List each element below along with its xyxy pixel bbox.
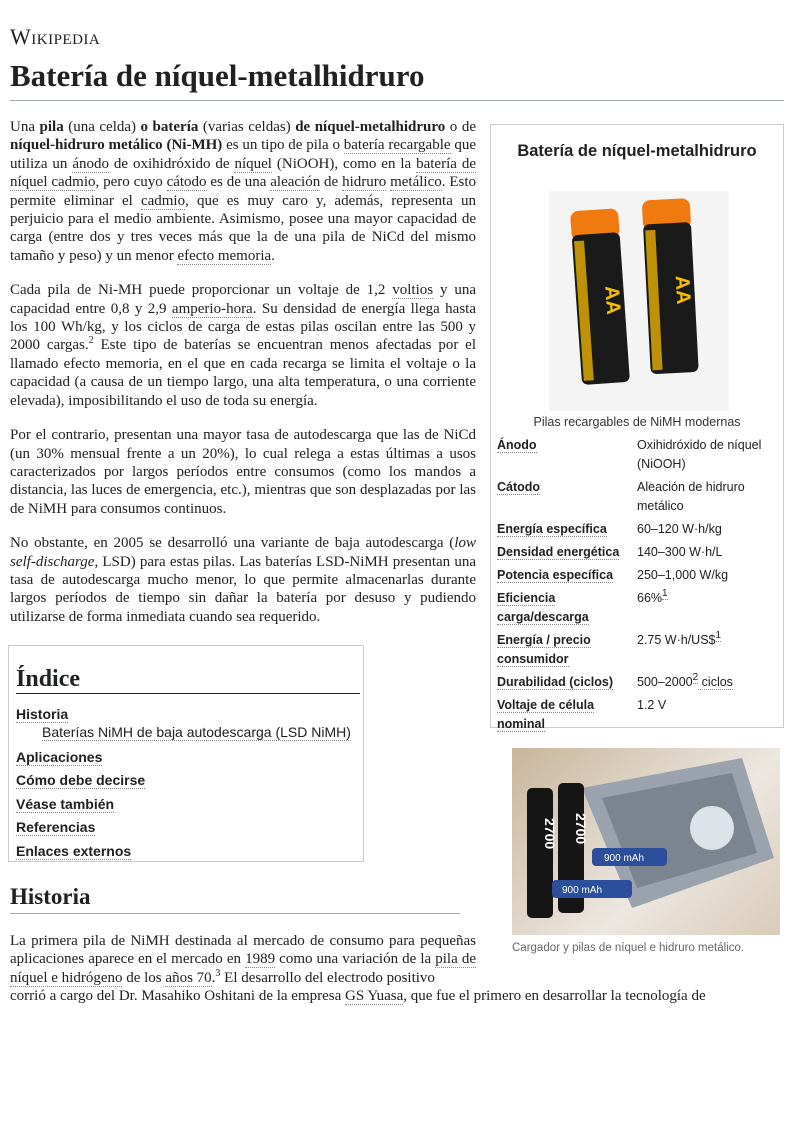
paragraph xyxy=(10,932,476,987)
text-run: , que fue el primero en desarrollar la tecnología de xyxy=(403,988,706,1004)
paragraph xyxy=(10,118,476,265)
text-run: pila xyxy=(39,119,64,135)
infobox-row xyxy=(497,477,779,519)
text-run: de oxihidróxido de xyxy=(109,155,235,172)
svg-text:AA: AA xyxy=(600,285,625,316)
infobox-row xyxy=(497,588,779,630)
text-run: . Esto permite eliminar el xyxy=(10,174,476,209)
infobox-key xyxy=(497,565,637,588)
infobox-value xyxy=(637,630,779,672)
citation-ref[interactable]: 3 xyxy=(215,967,221,979)
wiki-link[interactable]: hidruro xyxy=(342,174,387,191)
infobox-value-text: 2.75 W·h/US$ xyxy=(637,633,716,647)
text-run: o de xyxy=(445,119,476,135)
infobox-value xyxy=(637,435,779,477)
infobox-value-text: 500–2000 xyxy=(637,675,693,689)
infobox-key-link[interactable]: Densidad energética xyxy=(497,545,620,559)
infobox-value xyxy=(637,542,779,565)
section-heading-historia: Historia xyxy=(10,884,460,914)
paragraph xyxy=(10,987,784,1005)
infobox-value xyxy=(637,672,779,695)
battery-image[interactable] xyxy=(549,191,729,411)
table-of-contents xyxy=(8,645,364,862)
infobox-key-link[interactable]: Cátodo xyxy=(497,480,541,494)
infobox xyxy=(490,124,784,731)
text-run: Este tipo de baterías se encuentran menos afectadas por el llamado efecto memoria, en el que en cada recarga se limita el voltaje o la capacidad (a causa de un tiempo largo, una alta temperatura, o una corriente elevada), imposibilitando el uso de toda su energía. xyxy=(10,337,476,409)
infobox-key-link[interactable]: Eficiencia carga/descarga xyxy=(497,591,589,624)
wiki-link[interactable]: GS Yuasa xyxy=(345,988,404,1004)
infobox-value xyxy=(637,695,779,737)
text-run: de los xyxy=(122,969,166,986)
toc-item-referencias[interactable]: Referencias xyxy=(16,819,96,835)
text-run: La primera pila de NiMH destinada al mercado de consumo para pequeñas aplicaciones aparece en el mercado en xyxy=(10,933,476,968)
text-run: es un tipo de pila o xyxy=(222,137,344,154)
wiki-link[interactable]: pila de níquel e hidrógeno xyxy=(10,951,476,986)
citation-ref[interactable]: 1 xyxy=(662,588,668,599)
wiki-link[interactable]: ciclos xyxy=(698,675,733,689)
infobox-key xyxy=(497,435,637,477)
infobox-value-text: Aleación de hidruro metálico xyxy=(637,480,745,513)
wiki-link[interactable]: batería de níquel cadmio xyxy=(10,155,476,191)
text-run: (varias celdas) xyxy=(198,119,296,135)
wiki-link[interactable]: níquel xyxy=(234,155,272,172)
infobox-key xyxy=(497,519,637,542)
text-run: corrió a cargo del Dr. Masahiko Oshitani de la empresa xyxy=(10,988,346,1004)
infobox-key-link[interactable]: Energía específica xyxy=(497,522,607,536)
infobox-value-text: 60–120 W·h/kg xyxy=(637,522,722,536)
infobox-row xyxy=(497,565,779,588)
toc-item-historia[interactable]: Historia xyxy=(16,706,69,722)
text-run: es de una xyxy=(206,174,271,191)
infobox-key-link[interactable]: Energía / precio consumidor xyxy=(497,633,591,666)
text-run: , pero cuyo xyxy=(95,174,167,191)
title-divider xyxy=(10,100,784,101)
toc-item-vease-tambien[interactable]: Véase también xyxy=(16,796,115,812)
infobox-row xyxy=(497,519,779,542)
infobox-row xyxy=(497,542,779,565)
infobox-key-link[interactable]: Voltaje de célula nominal xyxy=(497,698,595,731)
infobox-key xyxy=(497,477,637,519)
infobox-row xyxy=(497,672,779,695)
text-run: . xyxy=(271,247,275,264)
page-title: Batería de níquel-metalhidruro xyxy=(10,58,425,93)
text-run: níquel-hidruro metálico (Ni-MH) xyxy=(10,137,223,154)
text-run: Por el contrario, presentan una mayor tasa de autodescarga que las de NiCd (un 30% mensual frente a un 20%), lo cual relega a estas últimas a usos caracterizados por largos períodos entre consumos (como los mandos a distancia, las luces de emergencia, etc.), mientras que son desplazadas por las de NiMH para consumos continuos. xyxy=(10,427,476,517)
wiki-link[interactable]: años 70 xyxy=(165,969,212,986)
wikipedia-logo: Wikipedia xyxy=(10,24,101,49)
text-run: . xyxy=(211,969,216,986)
text-run: o batería xyxy=(140,119,199,135)
toc-heading: Índice xyxy=(16,666,360,694)
infobox-key xyxy=(497,630,637,672)
infobox-key-link[interactable]: Potencia específica xyxy=(497,568,614,582)
infobox-key-link[interactable]: Durabilidad (ciclos) xyxy=(497,675,613,689)
toc-item-como-debe-decirse[interactable]: Cómo debe decirse xyxy=(16,772,146,788)
text-run: como una variación de la xyxy=(275,951,436,968)
text-run: (NiOOH), como en la xyxy=(271,155,417,172)
text-run: , LSD) para estas pilas. Las baterías LSD-NiMH presentan una tasa de autodescarga mucho menor, lo que permite almacenarlas durante largos períodos de tiempo sin dañar la batería por desuso y pudiendo utilizarse de forma inmediata cuando sea requerido. xyxy=(10,553,476,625)
wiki-link[interactable]: cátodo xyxy=(166,174,207,191)
infobox-title: Batería de níquel-metalhidruro xyxy=(517,142,757,160)
text-run: de níquel-metalhidruro xyxy=(295,119,446,135)
text-run: (una celda) xyxy=(63,119,141,135)
wiki-link[interactable]: efecto memoria xyxy=(177,247,272,264)
infobox-value-text: 250–1,000 W/kg xyxy=(637,568,729,582)
svg-text:900 mAh: 900 mAh xyxy=(604,853,645,864)
infobox-value xyxy=(637,588,779,630)
text-run: que utiliza un xyxy=(10,137,476,172)
svg-text:2700: 2700 xyxy=(542,818,558,850)
infobox-value xyxy=(637,565,779,588)
text-run: . Su densidad de energía llega hasta los 100 Wh/kg, y los ciclos de carga de estas pilas oscilan entre las 500 y 2000 cargas. xyxy=(10,300,477,354)
infobox-value xyxy=(637,477,779,519)
article-body xyxy=(10,118,476,642)
infobox-value-text: 140–300 W·h/L xyxy=(637,545,723,559)
text-run: , que es muy caro y, además, representa un perjuicio para el medio ambiente. Asimismo, posee una mayor capacidad de carga (entre dos y tres veces más que la de una pila de NiCd del mismo tamaño y peso) y un menor xyxy=(10,192,476,264)
citation-ref[interactable]: 2 xyxy=(88,335,94,347)
infobox-caption: Pilas recargables de NiMH modernas xyxy=(533,415,741,429)
infobox-row xyxy=(497,695,779,737)
toc-item-lsd-nimh[interactable]: Baterías NiMH de baja autodescarga (LSD NiMH) xyxy=(42,724,351,740)
infobox-value-text: Oxihidróxido de níquel (NiOOH) xyxy=(637,438,762,471)
infobox-key xyxy=(497,588,637,630)
charger-image[interactable] xyxy=(512,748,780,935)
svg-text:2700: 2700 xyxy=(573,813,589,845)
text-run: No obstante, en 2005 se desarrolló una variante de baja autodescarga ( xyxy=(10,535,455,552)
charger-caption: Cargador y pilas de níquel e hidruro metálico. xyxy=(512,942,745,954)
wiki-link[interactable]: batería recargable xyxy=(343,137,451,154)
wiki-link[interactable]: metálico xyxy=(390,174,442,191)
text-run: El desarrollo del electrodo positivo xyxy=(220,969,435,986)
paragraph xyxy=(10,426,476,518)
citation-ref[interactable]: 2 xyxy=(692,672,699,683)
wiki-link[interactable]: ánodo xyxy=(72,155,109,172)
text-run: Una xyxy=(10,119,40,135)
infobox-value-text: 66% xyxy=(637,591,663,605)
infobox-key xyxy=(497,672,637,695)
text-run: y una capacidad entre 0,8 y 2,9 xyxy=(10,282,476,317)
text-run: Cada pila de Ni-MH puede proporcionar un voltaje de 1,2 xyxy=(10,282,393,299)
wiki-link[interactable]: voltios xyxy=(392,282,434,299)
wiki-link[interactable]: aleación xyxy=(270,174,321,191)
infobox-row xyxy=(497,435,779,477)
toc-item-enlaces-externos[interactable]: Enlaces externos xyxy=(16,843,132,859)
text-run: low self-discharge xyxy=(10,535,476,570)
wiki-link[interactable]: amperio-hora xyxy=(171,300,253,317)
wiki-link[interactable]: 1989 xyxy=(245,951,276,968)
paragraph xyxy=(10,281,476,410)
infobox-value-text: 1.2 V xyxy=(637,698,667,712)
text-run: de xyxy=(320,174,343,191)
infobox-key xyxy=(497,542,637,565)
infobox-row xyxy=(497,630,779,672)
infobox-key xyxy=(497,695,637,737)
infobox-table xyxy=(497,435,779,737)
infobox-value xyxy=(637,519,779,542)
paragraph xyxy=(10,534,476,626)
svg-text:900 mAh: 900 mAh xyxy=(562,885,603,896)
toc-item-aplicaciones[interactable]: Aplicaciones xyxy=(16,749,103,765)
infobox-key-link[interactable]: Ánodo xyxy=(497,438,537,452)
svg-text:AA: AA xyxy=(670,274,695,305)
citation-ref[interactable]: 1 xyxy=(715,630,722,641)
wiki-link[interactable]: cadmio xyxy=(140,192,186,209)
